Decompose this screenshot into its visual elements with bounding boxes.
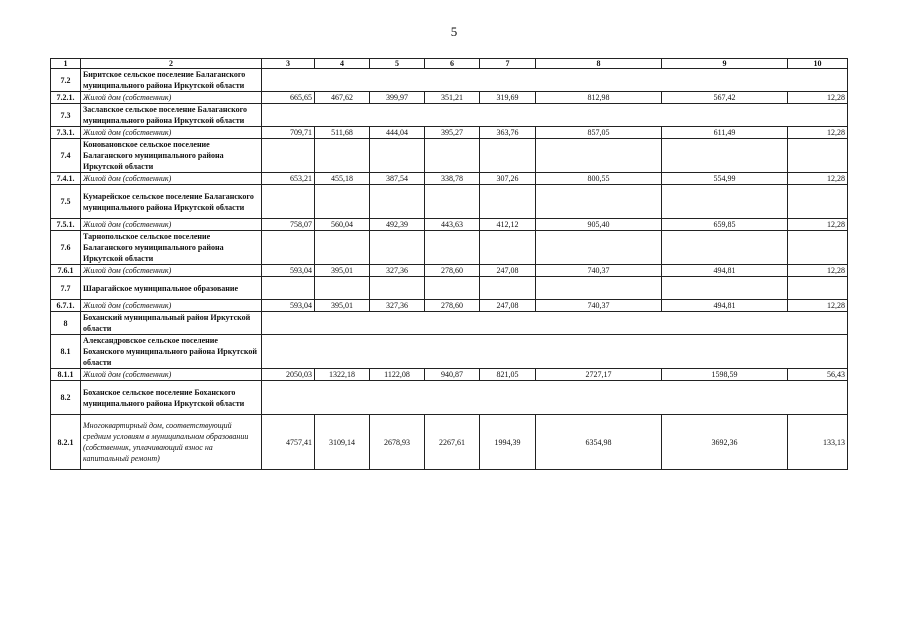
section-row xyxy=(51,231,848,265)
value-cell: 812,98 xyxy=(536,92,662,104)
empty-cell xyxy=(662,185,788,219)
table-header-row xyxy=(51,59,848,69)
value-cell: 554,99 xyxy=(662,173,788,185)
row-number: 6.7.1. xyxy=(51,300,81,312)
empty-cell xyxy=(262,231,315,265)
value-cell: 395,27 xyxy=(425,127,480,139)
value-cell: 12,28 xyxy=(788,127,848,139)
value-cell: 387,54 xyxy=(370,173,425,185)
value-cell: 412,12 xyxy=(480,219,536,231)
section-number: 8.1 xyxy=(51,335,81,369)
section-row xyxy=(51,381,848,415)
value-cell: 3692,36 xyxy=(662,415,788,470)
value-cell: 3109,14 xyxy=(315,415,370,470)
row-number: 7.2.1. xyxy=(51,92,81,104)
empty-cell xyxy=(480,231,536,265)
value-cell: 800,55 xyxy=(536,173,662,185)
value-cell: 492,39 xyxy=(370,219,425,231)
empty-cell xyxy=(370,139,425,173)
section-row xyxy=(51,312,848,335)
value-cell: 2267,61 xyxy=(425,415,480,470)
section-number: 8.2 xyxy=(51,381,81,415)
row-name: Многоквартирный дом, соответствующий средним условиям в муниципальном образовании (собственник, уплачивающий взнос на капитальный ремонт) xyxy=(81,415,262,470)
row-number: 7.4.1. xyxy=(51,173,81,185)
empty-cell xyxy=(536,139,662,173)
row-number: 7.3.1. xyxy=(51,127,81,139)
row-number: 7.6.1 xyxy=(51,265,81,277)
empty-cell xyxy=(262,185,315,219)
value-cell: 307,26 xyxy=(480,173,536,185)
value-cell: 1122,08 xyxy=(370,369,425,381)
section-name: Заславское сельское поселение Балаганского муниципального района Иркутской области xyxy=(81,104,262,127)
row-name: Жилой дом (собственник) xyxy=(81,173,262,185)
value-cell: 363,76 xyxy=(480,127,536,139)
row-number: 8.2.1 xyxy=(51,415,81,470)
value-cell: 494,81 xyxy=(662,300,788,312)
section-row xyxy=(51,69,848,92)
value-cell: 593,04 xyxy=(262,300,315,312)
empty-cell xyxy=(425,139,480,173)
empty-cell xyxy=(536,277,662,300)
table-row xyxy=(51,415,848,470)
value-cell: 511,68 xyxy=(315,127,370,139)
value-cell: 821,05 xyxy=(480,369,536,381)
value-cell: 327,36 xyxy=(370,300,425,312)
value-cell: 2727,17 xyxy=(536,369,662,381)
empty-cell xyxy=(536,185,662,219)
section-name: Шарагайское муниципальное образование xyxy=(81,277,262,300)
value-cell: 2678,93 xyxy=(370,415,425,470)
empty-cell xyxy=(480,185,536,219)
row-name: Жилой дом (собственник) xyxy=(81,369,262,381)
value-cell: 12,28 xyxy=(788,92,848,104)
section-number: 7.4 xyxy=(51,139,81,173)
empty-cell xyxy=(788,185,848,219)
value-cell: 659,85 xyxy=(662,219,788,231)
table-row xyxy=(51,173,848,185)
value-cell: 444,04 xyxy=(370,127,425,139)
section-name: Биритское сельское поселение Балаганского муниципального района Иркутской области xyxy=(81,69,262,92)
value-cell: 611,49 xyxy=(662,127,788,139)
value-cell: 758,07 xyxy=(262,219,315,231)
value-cell: 2050,03 xyxy=(262,369,315,381)
column-header-10: 10 xyxy=(788,59,848,69)
value-cell: 455,18 xyxy=(315,173,370,185)
empty-cell xyxy=(425,277,480,300)
table-row xyxy=(51,265,848,277)
value-cell: 6354,98 xyxy=(536,415,662,470)
value-cell: 494,81 xyxy=(662,265,788,277)
empty-cell xyxy=(425,185,480,219)
section-row xyxy=(51,277,848,300)
value-cell: 56,43 xyxy=(788,369,848,381)
merged-empty-cell xyxy=(262,69,848,92)
value-cell: 1322,18 xyxy=(315,369,370,381)
row-name: Жилой дом (собственник) xyxy=(81,127,262,139)
column-header-9: 9 xyxy=(662,59,788,69)
column-header-2: 2 xyxy=(81,59,262,69)
empty-cell xyxy=(315,139,370,173)
section-name: Боханское сельское поселение Боханского муниципального района Иркутской области xyxy=(81,381,262,415)
section-number: 7.7 xyxy=(51,277,81,300)
empty-cell xyxy=(788,231,848,265)
section-name: Коновановское сельское поселение Балаганского муниципального района Иркутской области xyxy=(81,139,262,173)
value-cell: 653,21 xyxy=(262,173,315,185)
empty-cell xyxy=(262,277,315,300)
section-number: 7.5 xyxy=(51,185,81,219)
merged-empty-cell xyxy=(262,335,848,369)
value-cell: 740,37 xyxy=(536,300,662,312)
empty-cell xyxy=(480,139,536,173)
value-cell: 133,13 xyxy=(788,415,848,470)
table-row xyxy=(51,300,848,312)
value-cell: 395,01 xyxy=(315,265,370,277)
tariff-table xyxy=(50,58,848,470)
merged-empty-cell xyxy=(262,104,848,127)
section-name: Александровское сельское поселение Боханского муниципального района Иркутской области xyxy=(81,335,262,369)
table-row xyxy=(51,219,848,231)
value-cell: 560,04 xyxy=(315,219,370,231)
column-header-5: 5 xyxy=(370,59,425,69)
value-cell: 395,01 xyxy=(315,300,370,312)
value-cell: 709,71 xyxy=(262,127,315,139)
section-row xyxy=(51,335,848,369)
empty-cell xyxy=(662,139,788,173)
value-cell: 665,65 xyxy=(262,92,315,104)
value-cell: 940,87 xyxy=(425,369,480,381)
empty-cell xyxy=(662,277,788,300)
column-header-6: 6 xyxy=(425,59,480,69)
value-cell: 399,97 xyxy=(370,92,425,104)
section-number: 7.3 xyxy=(51,104,81,127)
empty-cell xyxy=(662,231,788,265)
row-name: Жилой дом (собственник) xyxy=(81,219,262,231)
table-row xyxy=(51,369,848,381)
empty-cell xyxy=(536,231,662,265)
section-name: Боханский муниципальный район Иркутской области xyxy=(81,312,262,335)
empty-cell xyxy=(262,139,315,173)
row-number: 7.5.1. xyxy=(51,219,81,231)
empty-cell xyxy=(425,231,480,265)
value-cell: 12,28 xyxy=(788,173,848,185)
empty-cell xyxy=(788,139,848,173)
value-cell: 278,60 xyxy=(425,300,480,312)
value-cell: 12,28 xyxy=(788,265,848,277)
value-cell: 443,63 xyxy=(425,219,480,231)
section-name: Тарнопольское сельское поселение Балаганского муниципального района Иркутской области xyxy=(81,231,262,265)
empty-cell xyxy=(480,277,536,300)
row-number: 8.1.1 xyxy=(51,369,81,381)
value-cell: 12,28 xyxy=(788,300,848,312)
section-number: 8 xyxy=(51,312,81,335)
section-row xyxy=(51,185,848,219)
section-number: 7.6 xyxy=(51,231,81,265)
section-name: Кумарейское сельское поселение Балаганского муниципального района Иркутской области xyxy=(81,185,262,219)
value-cell: 351,21 xyxy=(425,92,480,104)
empty-cell xyxy=(370,277,425,300)
value-cell: 4757,41 xyxy=(262,415,315,470)
column-header-3: 3 xyxy=(262,59,315,69)
value-cell: 12,28 xyxy=(788,219,848,231)
empty-cell xyxy=(788,277,848,300)
merged-empty-cell xyxy=(262,381,848,415)
value-cell: 278,60 xyxy=(425,265,480,277)
value-cell: 1598,59 xyxy=(662,369,788,381)
row-name: Жилой дом (собственник) xyxy=(81,92,262,104)
page-number: 5 xyxy=(450,24,458,39)
value-cell: 857,05 xyxy=(536,127,662,139)
value-cell: 905,40 xyxy=(536,219,662,231)
value-cell: 327,36 xyxy=(370,265,425,277)
row-name: Жилой дом (собственник) xyxy=(81,265,262,277)
value-cell: 1994,39 xyxy=(480,415,536,470)
value-cell: 593,04 xyxy=(262,265,315,277)
section-row xyxy=(51,139,848,173)
empty-cell xyxy=(315,185,370,219)
value-cell: 247,08 xyxy=(480,300,536,312)
row-name: Жилой дом (собственник) xyxy=(81,300,262,312)
empty-cell xyxy=(370,231,425,265)
value-cell: 567,42 xyxy=(662,92,788,104)
column-header-8: 8 xyxy=(536,59,662,69)
table-row xyxy=(51,92,848,104)
empty-cell xyxy=(370,185,425,219)
column-header-1: 1 xyxy=(51,59,81,69)
column-header-7: 7 xyxy=(480,59,536,69)
table-row xyxy=(51,127,848,139)
column-header-4: 4 xyxy=(315,59,370,69)
value-cell: 247,08 xyxy=(480,265,536,277)
section-row xyxy=(51,104,848,127)
value-cell: 338,78 xyxy=(425,173,480,185)
empty-cell xyxy=(315,277,370,300)
value-cell: 319,69 xyxy=(480,92,536,104)
value-cell: 467,62 xyxy=(315,92,370,104)
merged-empty-cell xyxy=(262,312,848,335)
section-number: 7.2 xyxy=(51,69,81,92)
value-cell: 740,37 xyxy=(536,265,662,277)
empty-cell xyxy=(315,231,370,265)
